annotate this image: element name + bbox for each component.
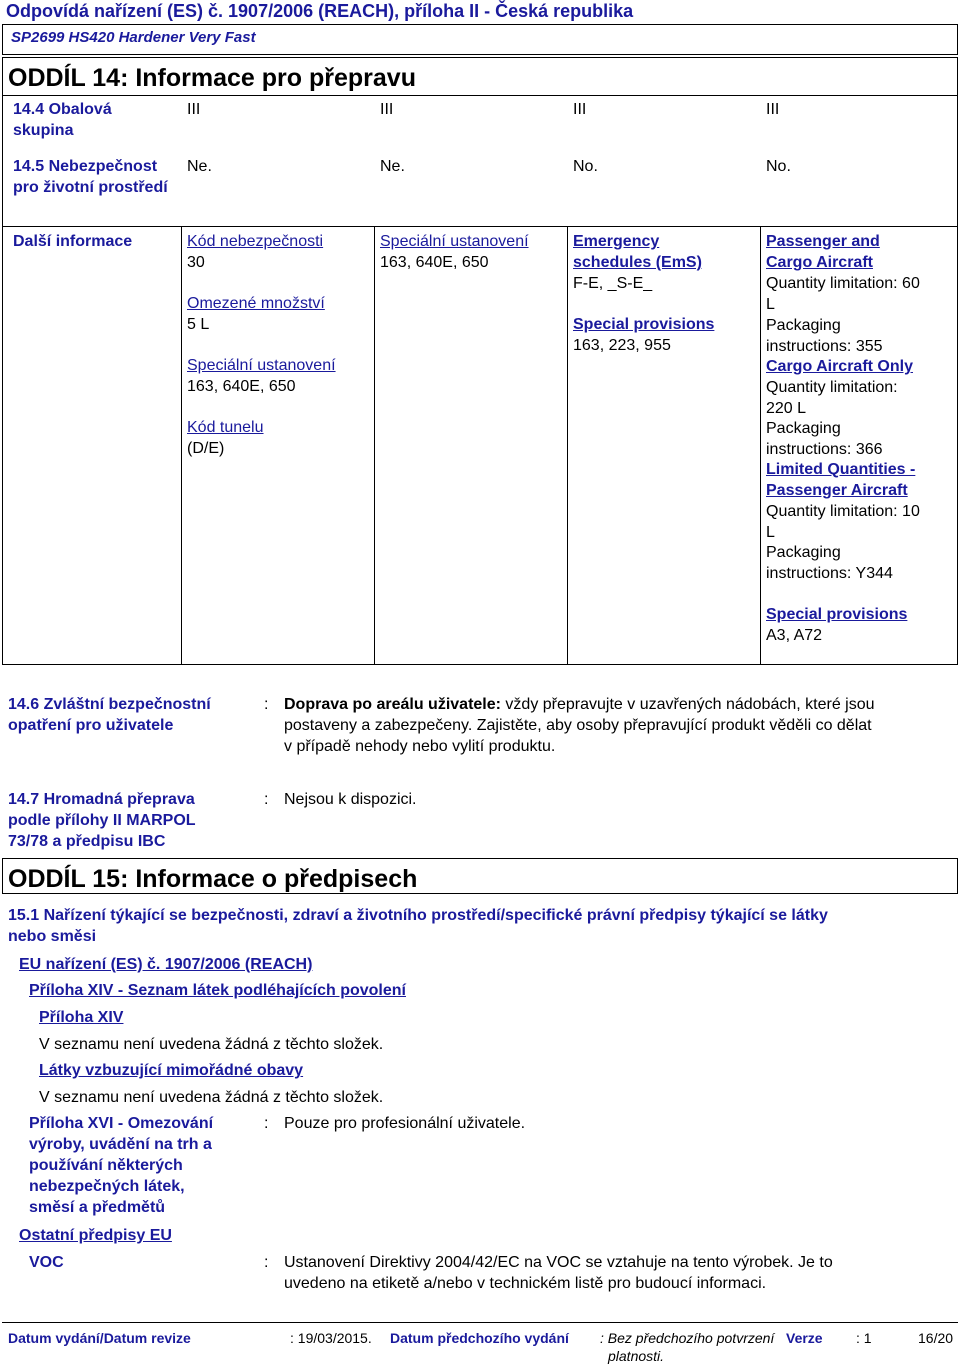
s146-line: v případě nehody nebo vylití produktu. (284, 738, 556, 755)
annex17-label: směsí a předmětů (29, 1199, 166, 1216)
iata-pax-pack: instructions: 355 (766, 338, 883, 355)
regulation-header: Odpovídá nařízení (ES) č. 1907/2006 (REACH), příloha II - Česká republika (6, 1, 634, 21)
iata-cargo-pack: instructions: 366 (766, 441, 883, 458)
section-14-title: ODDÍL 14: Informace pro přepravu (8, 64, 416, 92)
footer-issue-label: Datum vydání/Datum revize (8, 1330, 191, 1346)
table-column-divider (181, 226, 182, 665)
iata-lq-qty: L (766, 524, 775, 541)
footer-page-number: 16/20 (918, 1330, 954, 1346)
footer-prev-value: : Bez předchozího potvrzení (600, 1330, 775, 1346)
footer-issue-value: : 19/03/2015. (290, 1330, 372, 1346)
eu-reach-heading: EU nařízení (ES) č. 1907/2006 (REACH) (19, 956, 313, 973)
imdg-ems: F-E, _S-E_ (573, 275, 653, 292)
annex17-label: Příloha XVI - Omezování (29, 1115, 214, 1132)
adr-limited-qty: 5 L (187, 316, 210, 333)
iata-pax-qty: L (766, 296, 775, 313)
adr-special-label: Speciální ustanovení (187, 357, 336, 374)
environmental-hazard-iata: No. (766, 158, 791, 175)
iata-pax-label: Cargo Aircraft (766, 254, 873, 271)
rid-special-label: Speciální ustanovení (380, 233, 529, 250)
footer-divider (2, 1322, 958, 1323)
voc-text: Ustanovení Direktivy 2004/42/EC na VOC se vztahuje na tento výrobek. Je to (284, 1254, 833, 1271)
annex17-label: výroby, uvádění na trh a (29, 1136, 212, 1153)
packing-group-rid: III (380, 101, 394, 118)
s147-colon: : (264, 791, 269, 808)
packing-group-label: 14.4 Obalová skupina (13, 101, 112, 139)
imdg-ems-label: Emergency (573, 233, 660, 250)
table-column-divider (760, 226, 761, 665)
rid-special: 163, 640E, 650 (380, 254, 489, 271)
iata-lq-label: Limited Quantities - (766, 461, 916, 478)
s147-value: Nejsou k dispozici. (284, 791, 417, 808)
s146-text-line (284, 695, 875, 716)
environmental-hazard-adr: Ne. (187, 158, 212, 175)
table-column-divider (567, 226, 568, 665)
s146-line: postaveny a zabezpečeny. Zajistěte, aby osoby přepravující produkt věděli co dělat (284, 717, 872, 734)
imdg-special: 163, 223, 955 (573, 337, 671, 354)
s146-colon: : (264, 696, 269, 713)
imdg-special-label: Special provisions (573, 316, 715, 333)
adr-tunnel-label: Kód tunelu (187, 419, 264, 436)
annex14-title: Příloha XIV - Seznam látek podléhajících povolení (29, 982, 406, 999)
iata-special-label: Special provisions (766, 606, 908, 623)
adr-tunnel: (D/E) (187, 440, 225, 457)
annex17-colon: : (264, 1115, 269, 1132)
footer-version-label: Verze (786, 1330, 823, 1346)
table-row-divider (2, 226, 958, 227)
iata-pax-label: Passenger and (766, 233, 880, 250)
s146-label: opatření pro uživatele (8, 717, 174, 734)
s146-bold: Doprava po areálu uživatele: (284, 696, 501, 713)
packing-group-adr: III (187, 101, 201, 118)
adr-hazard-code: 30 (187, 254, 205, 271)
voc-text: uvedeno na etiketě a/nebo v technickém listě pro budoucí informaci. (284, 1275, 767, 1292)
footer-prev-label: Datum předchozího vydání (390, 1330, 569, 1346)
annex14-text: V seznamu není uvedena žádná z těchto složek. (39, 1036, 384, 1053)
packing-group-iata: III (766, 101, 780, 118)
adr-limited-qty-label: Omezené množství (187, 295, 325, 312)
annex17-value: Pouze pro profesionální uživatele. (284, 1115, 526, 1132)
svhc-heading: Látky vzbuzující mimořádné obavy (39, 1062, 304, 1079)
s151-title: 15.1 Nařízení týkající se bezpečnosti, zdraví a životního prostředí/specifické právní předpisy týkající se látky (8, 907, 828, 924)
other-eu-heading: Ostatní předpisy EU (19, 1227, 172, 1244)
packing-group-imdg: III (573, 101, 587, 118)
svhc-text: V seznamu není uvedena žádná z těchto složek. (39, 1089, 384, 1106)
iata-cargo-qty: 220 L (766, 400, 807, 417)
iata-cargo-label: Cargo Aircraft Only (766, 358, 913, 375)
iata-lq-qty: Quantity limitation: 10 (766, 503, 920, 520)
s147-label: 73/78 a předpisu IBC (8, 833, 166, 850)
s151-title: nebo směsi (8, 928, 97, 945)
iata-pax-pack: Packaging (766, 317, 841, 334)
section-14-title-divider (2, 95, 958, 96)
voc-colon: : (264, 1254, 269, 1271)
product-name: SP2699 HS420 Hardener Very Fast (11, 29, 256, 46)
iata-cargo-pack: Packaging (766, 420, 841, 437)
iata-special: A3, A72 (766, 627, 823, 644)
annex17-label: používání některých (29, 1157, 183, 1174)
iata-lq-pack: Packaging (766, 544, 841, 561)
s147-label: 14.7 Hromadná přeprava (8, 791, 195, 808)
iata-lq-label: Passenger Aircraft (766, 482, 908, 499)
additional-info-label: Další informace (13, 233, 133, 250)
voc-label: VOC (29, 1254, 64, 1271)
iata-lq-pack: instructions: Y344 (766, 565, 893, 582)
annex14-heading: Příloha XIV (39, 1009, 124, 1026)
environmental-hazard-rid: Ne. (380, 158, 405, 175)
footer-prev-value: platnosti. (608, 1348, 665, 1364)
adr-special: 163, 640E, 650 (187, 378, 296, 395)
s147-label: podle přílohy II MARPOL (8, 812, 196, 829)
footer-version-value: : 1 (856, 1330, 872, 1346)
environmental-hazard-label: 14.5 Nebezpečnost pro životní prostředí (13, 158, 168, 196)
s146-line: vždy přepravujte v uzavřených nádobách, které jsou (500, 696, 875, 713)
annex17-label: nebezpečných látek, (29, 1178, 185, 1195)
adr-hazard-code-label: Kód nebezpečnosti (187, 233, 324, 250)
imdg-ems-label: schedules (EmS) (573, 254, 702, 271)
s146-label: 14.6 Zvláštní bezpečnostní (8, 696, 211, 713)
iata-cargo-qty: Quantity limitation: (766, 379, 898, 396)
section-15-title: ODDÍL 15: Informace o předpisech (8, 865, 418, 893)
environmental-hazard-imdg: No. (573, 158, 598, 175)
iata-pax-qty: Quantity limitation: 60 (766, 275, 920, 292)
product-name-box (2, 24, 958, 55)
table-column-divider (374, 226, 375, 665)
